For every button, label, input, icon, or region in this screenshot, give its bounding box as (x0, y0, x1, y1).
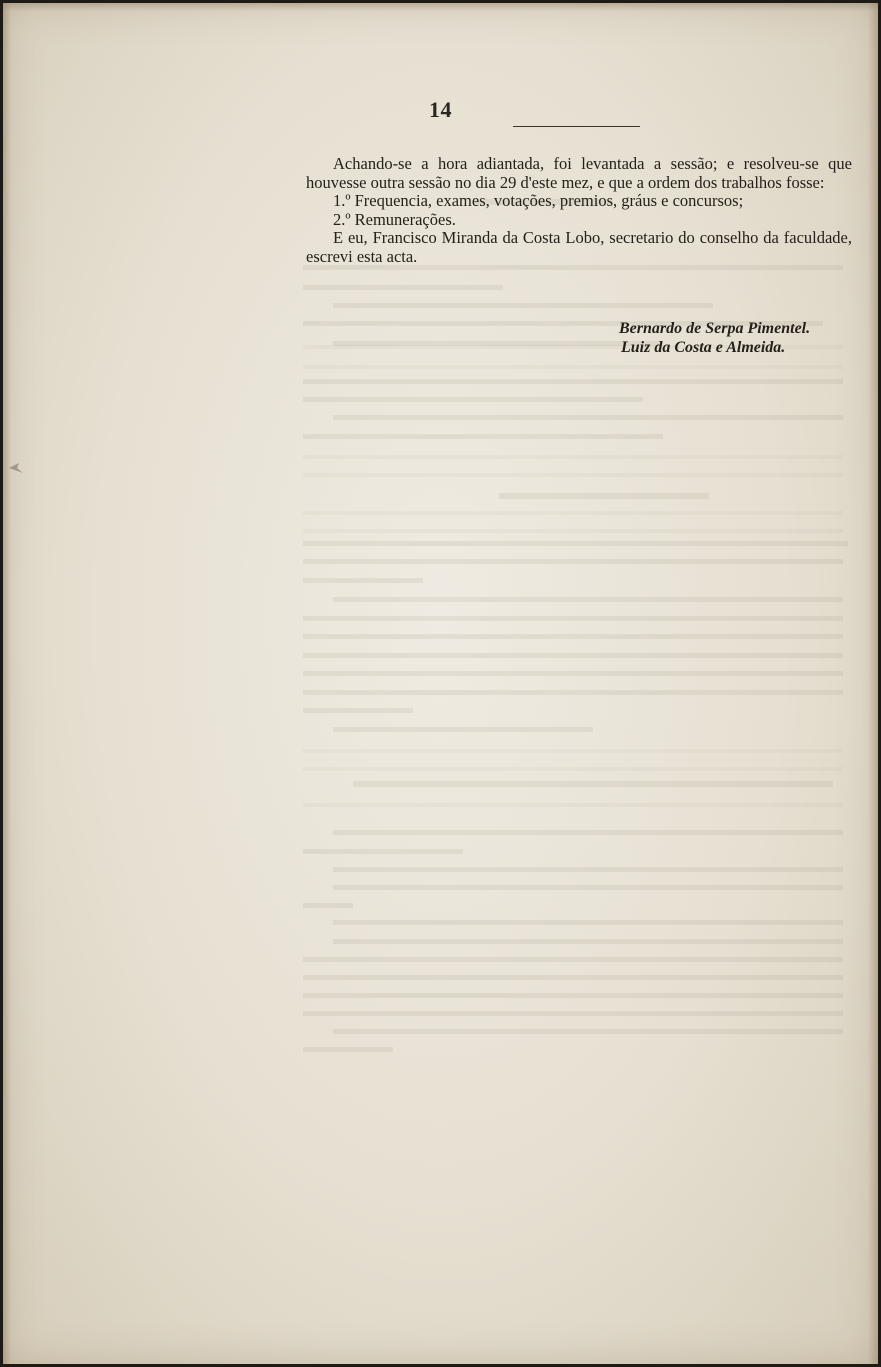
agenda-item-2: 2.º Remunerações. (333, 209, 456, 229)
paper-tear-mark (9, 461, 25, 475)
signature-block (619, 319, 859, 357)
page-number-rule (513, 126, 640, 127)
page-edge-top (3, 3, 878, 11)
page-edge-left (3, 3, 11, 1364)
document-page (3, 3, 878, 1364)
signature-luiz: Luiz da Costa e Almeida. (621, 339, 786, 356)
signature-bernardo: Bernardo de Serpa Pimentel. (619, 320, 811, 337)
page-number: 14 (429, 97, 452, 122)
minutes-text (306, 155, 852, 267)
secretary-paragraph: E eu, Francisco Miranda da Costa Lobo, secretario do conselho da faculdade, escrevi esta acta. (306, 228, 852, 266)
page-edge-right (868, 3, 878, 1364)
agenda-item-1: 1.º Frequencia, exames, votações, premios, gráus e concursos; (333, 191, 744, 211)
closing-paragraph: Achando-se a hora adiantada, foi levantada a sessão; e resolveu-se que houvesse outra sessão no dia 29 d'este mez, e que a ordem dos trabalhos fosse: (306, 154, 852, 192)
